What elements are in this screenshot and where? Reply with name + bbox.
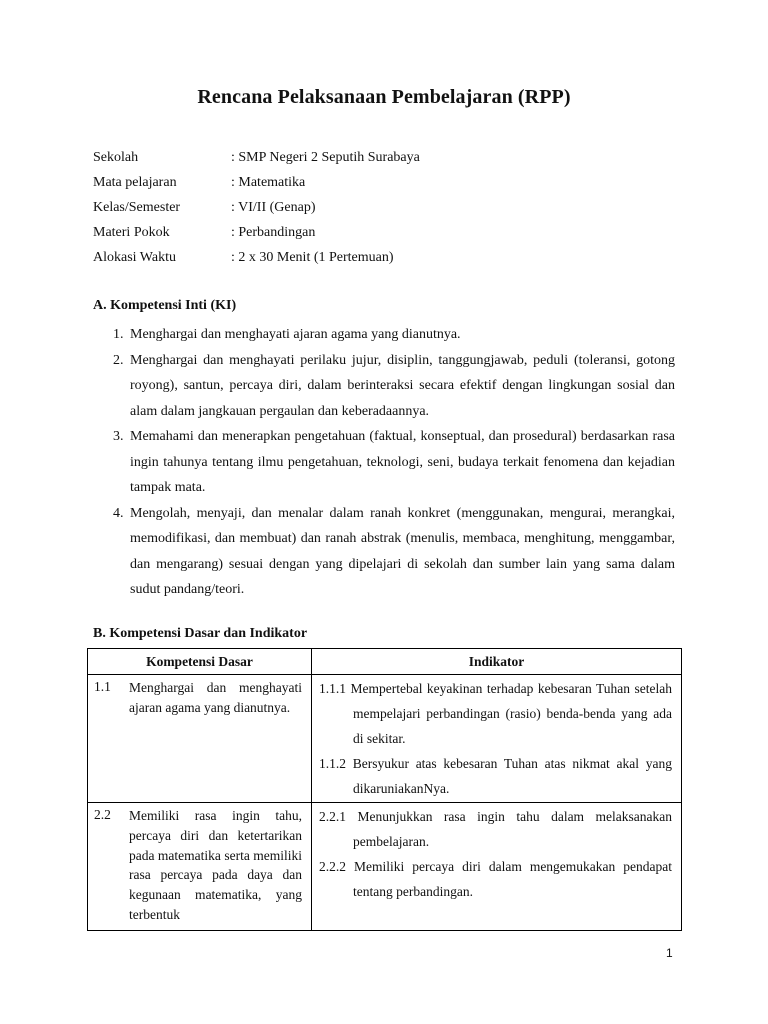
list-item-text: Mengolah, menyaji, dan menalar dalam ranah konkret (menggunakan, mengurai, merangkai, memodifikasi, dan membuat) dan ranah abstrak (menulis, membaca, menghitung, menggambar, dan mengarang) sesuai dengan yang dipelajari di sekolah dan sumber lain yang sama dalam sudut pandang/teori. [130, 505, 675, 597]
list-item [93, 501, 675, 603]
indicator-cell [312, 675, 682, 803]
kd-text: Menghargai dan menghayati ajaran agama yang dianutnya. [129, 680, 302, 715]
ki-list [93, 322, 675, 603]
meta-value: : 2 x 30 Menit (1 Pertemuan) [231, 250, 394, 265]
indicator-item: 2.2.1 Menunjukkan rasa ingin tahu dalam melaksanakan pembelajaran. [319, 809, 672, 849]
list-item-number: 3. [113, 429, 124, 444]
table-row [88, 803, 682, 931]
indicator-cell [312, 803, 682, 931]
list-item [93, 348, 675, 425]
section-a-heading: A. Kompetensi Inti (KI) [93, 298, 237, 313]
list-item-text: Memahami dan menerapkan pengetahuan (faktual, konseptual, dan prosedural) berdasarkan rasa ingin tahunya tentang ilmu pengetahuan, teknologi, seni, budaya terkait fenomena dan kejadian tampak mata. [130, 429, 675, 495]
list-item [93, 424, 675, 501]
list-item-text: Menghargai dan menghayati ajaran agama yang dianutnya. [130, 327, 461, 342]
indicator-item: 1.1.1 Mempertebal keyakinan terhadap kebesaran Tuhan setelah mempelajari perbandingan (rasio) benda-benda yang ada di sekitar. [319, 681, 672, 746]
indicator-item: 1.1.2 Bersyukur atas kebesaran Tuhan atas nikmat akal yang dikaruniakanNya. [319, 756, 672, 796]
table-header-row [88, 649, 682, 675]
meta-label: Kelas/Semester [93, 200, 181, 215]
list-item-number: 4. [113, 505, 124, 521]
indicator-item: 2.2.2 Memiliki percaya diri dalam mengemukakan pendapat tentang perbandingan. [319, 859, 672, 899]
meta-value: : Perbandingan [231, 225, 316, 240]
kd-number: 1.1 [94, 679, 111, 694]
table-header-indicator: Indikator [312, 649, 682, 675]
meta-label: Mata pelajaran [93, 175, 177, 190]
table-header-kd: Kompetensi Dasar [88, 649, 312, 675]
kd-indicator-table [87, 648, 682, 931]
meta-label: Alokasi Waktu [93, 250, 176, 265]
list-item-text: Menghargai dan menghayati perilaku jujur, disiplin, tanggungjawab, peduli (toleransi, gotong royong), santun, percaya diri, dalam berinteraksi secara efektif dengan lingkungan sosial dan alam dalam jangkauan pergaulan dan keberadaannya. [130, 352, 675, 419]
list-item-number: 1. [113, 327, 124, 342]
document-title: Rencana Pelaksanaan Pembelajaran (RPP) [197, 86, 571, 108]
meta-label: Sekolah [93, 150, 139, 165]
kd-text: Memiliki rasa ingin tahu, percaya diri dan ketertarikan pada matematika serta memiliki rasa percaya pada daya dan kegunaan matematika, yang terbentuk [129, 808, 302, 922]
kd-cell [88, 803, 312, 931]
meta-value: : SMP Negeri 2 Seputih Surabaya [231, 150, 420, 165]
kd-number: 2.2 [94, 807, 111, 822]
list-item [93, 322, 675, 348]
list-item-number: 2. [113, 352, 124, 368]
table-row [88, 675, 682, 803]
section-b-heading: B. Kompetensi Dasar dan Indikator [93, 626, 308, 641]
kd-cell [88, 675, 312, 803]
meta-value: : VI/II (Genap) [231, 200, 316, 215]
meta-label: Materi Pokok [93, 225, 170, 240]
page-number: 1 [666, 946, 673, 960]
meta-value: : Matematika [231, 175, 306, 190]
